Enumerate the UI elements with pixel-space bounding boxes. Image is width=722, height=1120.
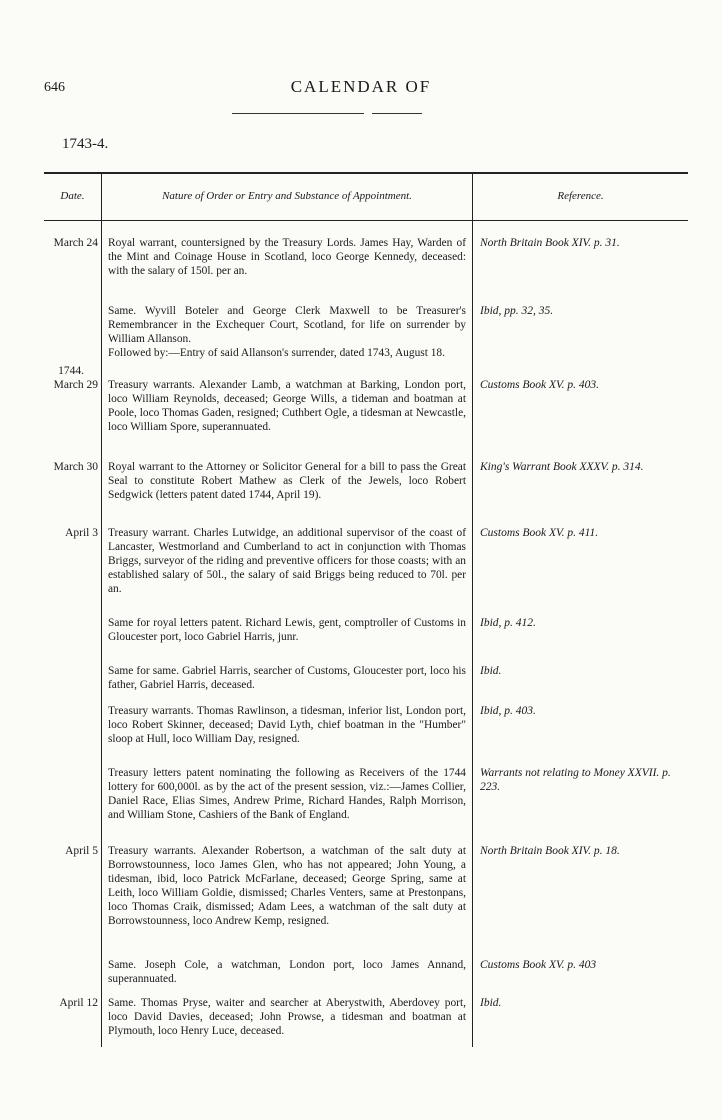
entry-date: April 12	[59, 997, 98, 1009]
entry-reference: North Britain Book XIV. p. 18.	[480, 845, 620, 857]
entry-reference: Ibid.	[480, 665, 502, 677]
entry-date: March 24	[53, 237, 98, 249]
entry-text: Same for same. Gabriel Harris, searcher of Customs, Gloucester port, loco his father, Gabriel Harris, deceased.	[108, 665, 466, 691]
entry-followed-by: Followed by:—Entry of said Allanson's surrender, dated 1743, August 18.	[108, 347, 445, 359]
running-head: CALENDAR OF	[290, 77, 432, 96]
entry-year: 1744.	[58, 365, 84, 377]
entry-text: Same for royal letters patent. Richard Lewis, gent, comptroller of Customs in Gloucester port, loco Gabriel Harris, junr.	[108, 617, 466, 643]
entry-text: Same. Joseph Cole, a watchman, London port, loco James Annand, superannuated.	[108, 959, 466, 985]
entry-text: Same. Thomas Pryse, waiter and searcher at Aberystwith, Aberdovey port, loco David Davies, deceased; John Prowse, a tidesman and boatman at Plymouth, loco Henry Luce, deceased.	[108, 997, 466, 1037]
entry-text: Treasury warrants. Thomas Rawlinson, a tidesman, inferior list, London port, loco Robert Skinner, deceased; David Lyth, chief boatman in the "Humber" sloop at Hull, loco William Day, resigned.	[108, 705, 466, 745]
column-divider	[472, 172, 473, 1047]
column-header-nature: Nature of Order or Entry and Substance of Appointment.	[162, 190, 412, 202]
column-header-reference: Reference.	[557, 190, 604, 202]
entry-reference: King's Warrant Book XXXV. p. 314.	[480, 461, 644, 473]
entry-reference: Customs Book XV. p. 411.	[480, 527, 599, 539]
column-header-date: Date.	[60, 190, 85, 202]
entry-date: April 3	[65, 527, 98, 539]
year-heading: 1743-4.	[62, 136, 109, 152]
table-top-rule	[44, 172, 688, 174]
entry-reference: North Britain Book XIV. p. 31.	[480, 237, 620, 249]
table-header-rule	[44, 220, 688, 221]
head-rule	[232, 113, 364, 114]
entry-reference: Warrants not relating to Money XXVII. p. 223.	[480, 767, 671, 793]
entry-reference: Customs Book XV. p. 403	[480, 959, 597, 971]
entry-reference: Ibid, pp. 32, 35.	[480, 305, 554, 317]
entry-body: Same. Wyvill Boteler and George Clerk Maxwell to be Treasurer's Remembrancer in the Exchequer Court, Scotland, for life on surrender by William Allanson.	[108, 305, 466, 345]
entry-date: March 29	[53, 379, 98, 391]
ledger-table	[44, 172, 688, 1047]
entry-text: Treasury warrant. Charles Lutwidge, an additional supervisor of the coast of Lancaster, Westmorland and Cumberland to act in conjunction with Thomas Briggs, surveyor of the riding and preventive officers for those coasts; with an established salary of 50l., the salary of said Briggs being reduced to 70l. per an.	[108, 527, 466, 595]
entry-reference: Ibid, p. 412.	[480, 617, 536, 629]
entry-text: Royal warrant to the Attorney or Solicitor General for a bill to pass the Great Seal to constitute Robert Mathew as Clerk of the Jewels, loco Robert Sedgwick (letters patent dated 1744, April 19).	[108, 461, 466, 501]
entry-date: March 30	[53, 461, 98, 473]
entry-text: Treasury warrants. Alexander Robertson, a watchman of the salt duty at Borrowstounness, loco James Glen, who has not appeared; John Young, a tidesman, ibid, loco Patrick McFarlane, deceased; George Spring, same at Leith, loco William Goldie, dismissed; Charles Venters, same at Prestonpans, loco Thomas Craik, dismissed; Adam Lees, a watchman of the salt duty at Borrowstounness, loco Andrew Kemp, resigned.	[108, 845, 466, 927]
entry-text: Treasury letters patent nominating the following as Receivers of the 1744 lottery for 600,000l. as by the act of the present session, viz.:—James Collier, Daniel Race, Elias Simes, Andrew Prime, Richard Handes, Ralph Morrison, and William Stone, Cashiers of the Bank of England.	[108, 767, 466, 821]
entry-reference: Ibid.	[480, 997, 502, 1009]
entry-date: April 5	[65, 845, 98, 857]
head-rule	[372, 113, 422, 114]
page-number: 646	[44, 80, 65, 95]
entry-reference: Ibid, p. 403.	[480, 705, 536, 717]
entry-text	[108, 304, 466, 360]
entry-text: Royal warrant, countersigned by the Treasury Lords. James Hay, Warden of the Mint and Coinage House in Scotland, loco George Kennedy, deceased: with the salary of 150l. per an.	[108, 237, 466, 277]
column-divider	[101, 172, 102, 1047]
entry-text: Treasury warrants. Alexander Lamb, a watchman at Barking, London port, loco William Reynolds, deceased; George Wills, a tideman and boatman at Poole, loco Thomas Gaden, resigned; Cuthbert Ogle, a tidesman at Newcastle, loco William Spore, superannuated.	[108, 379, 466, 433]
entry-reference: Customs Book XV. p. 403.	[480, 379, 599, 391]
